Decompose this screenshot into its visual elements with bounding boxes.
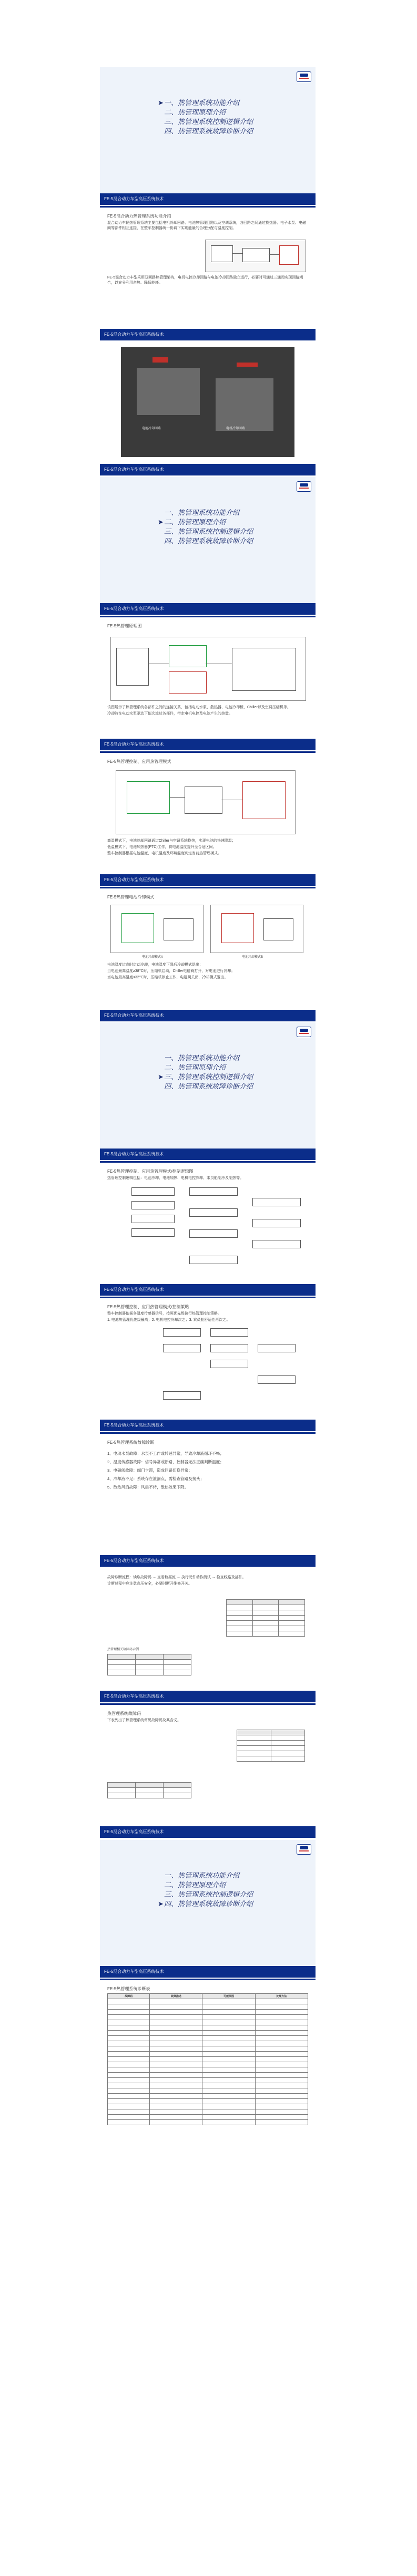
agenda-item-2: 二、热管理原理介绍 [164,109,226,117]
agenda-item-4: 四、热管理系统故障诊断介绍 [164,128,253,136]
arrow-right-icon: ➤ [158,519,164,526]
agenda-item-3: 三、热管理系统控制逻辑介绍 [164,118,253,126]
principle-diagram [110,637,306,701]
slide-function-intro: FE-5混合动力热管理系统功能介绍 混合动力车辆热管理系统主要包括电机冷却回路、电池热管理回路以及空调系统，各回路之间通过换热器、电子水泵、电磁阀等部件相互连接，在整车控制器统一协调下实现能量的合理分配与温度控制。 FE-5混合动力车型采用双回路热管理架构，电机电控冷却回路与电池冷却回路独立运行，必要时可通过三通阀实现回路耦合，以充分利用余热、降低能耗。 FE-5混合动力车型高压系统技术 [100,206,316,340]
photo-caption-left: 电池冷却回路 [142,427,161,430]
agenda-slide-4: 一、热管理系统功能介绍 二、热管理原理介绍 三、热管理系统控制逻辑介绍 ➤四、热管理系统故障诊断介绍 FE-5混合动力车型高压系统技术 [100,1840,316,1978]
slide-control-strategy: FE-5热管理控制、应用热管理模式/控制策略 整车控制器依据各温度传感器信号，按照优先级执行热管理控制策略。 1. 电池热管理优先级最高；2. 电机电控冷却次之；3. 乘员舱舒适性再次之。 FE-5混合动力车型高压系统技术 [100,1297,316,1431]
slide-modes: FE-5热管理控制、应用热管理模式 高温模式下，电池冷却回路通过Chiller与空调系统换热，实现电池的快速降温； 低温模式下，电池加热器(PTC)工作，将电池温度提升至合适区间。 整车控制器根据电池温度、电机温度及环境温度判定当前热管理模式。 FE-5混合动力车型高压系统技术 [100,751,316,886]
intro-paragraph-2: FE-5混合动力车型采用双回路热管理架构，电机电控冷却回路与电池冷却回路独立运行，必要时可通过三通阀实现回路耦合，以充分利用余热、降低能耗。 [107,276,303,285]
slide-title: FE-5混合动力热管理系统功能介绍 [107,214,171,219]
arrow-right-icon: ➤ [158,1073,164,1081]
engine-bay-photo [121,347,294,457]
brand-logo [297,71,311,82]
intro-paragraph: 混合动力车辆热管理系统主要包括电机冷却回路、电池热管理回路以及空调系统，各回路之间通过换热器、电子水泵、电磁阀等部件相互连接，在整车控制器统一协调下实现能量的合理分配与温度控制。 [107,221,306,230]
slide-diagnosis-table: FE-5热管理系统诊断表 故障码 故障描述 可能原因 处理方法 [100,1979,316,2199]
arrow-right-icon: ➤ [158,1900,164,1908]
agenda-slide-2: 一、热管理系统功能介绍 ➤二、热管理原理介绍 三、热管理系统控制逻辑介绍 四、热管理系统故障诊断介绍 FE-5混合动力车型高压系统技术 [100,477,316,615]
slide-dtc: 热管理系统故障码 下表列出了热管理系统常见故障码及其含义。 FE-5混合动力车型高压系统技术 [100,1703,316,1838]
agenda-slide-3: 一、热管理系统功能介绍 二、热管理原理介绍 ➤三、热管理系统控制逻辑介绍 四、热管理系统故障诊断介绍 FE-5混合动力车型高压系统技术 [100,1022,316,1160]
system-diagram [205,240,306,272]
slide-principle: FE-5热管理原理图 该图展示了热管理系统各部件之间的连接关系，包括电动水泵、散热器、电池冷却板、Chiller以及空调压缩机等。 冷却液在电动水泵驱动下依次流过各部件，带走电机电控及电池产生的热量。 FE-5混合动力车型高压系统技术 [100,616,316,750]
slide-battery-cooling: FE-5热管理电池冷却模式 电池冷却模式A 电池冷却模式B 电池温度过高时启动冷却，电池温度下降后冷却模式退出： 当电池最高温度≥38℃时，压缩机启动，Chiller电磁阀打开，对电池进行冷却； 当电池最高温度≤32℃时，压缩机停止工作，电磁阀关闭，冷却模式退出。 FE-5混合动力车型高压系统技术 [100,887,316,1021]
dtc-table [226,1599,305,1637]
slide-diagnosis-flow: 故障诊断流程：读取故障码 → 查看数据流 → 执行元件动作测试 → 检查线路及部件。 诊断过程中应注意高压安全，必要时断开维修开关。 热管理相关故障码示例 FE-5混合动力车型高压系统技术 [100,1568,316,1702]
arrow-right-icon: ➤ [158,99,164,107]
slide-photo: 电池冷却回路 电机冷却回路 FE-5混合动力车型高压系统技术 [100,342,316,475]
photo-caption-right: 电机冷却回路 [226,427,246,430]
diagnosis-table: 故障码 故障描述 可能原因 处理方法 [107,1993,308,2125]
agenda-slide-1 [100,67,316,205]
slide-control-logic: FE-5热管理控制、应用热管理模式/控制逻辑图 热管理控制逻辑包括：电池冷却、电池加热、电机电控冷却、乘员舱制冷及制热等。 FE-5混合动力车型高压系统技术 [100,1161,316,1296]
slide-fault-diagnosis: FE-5热管理系统故障诊断 1、电动水泵故障：水泵不工作或转速异常，导致冷却液循环不畅； 2、温度传感器故障：信号异常或断路，控制器无法正确判断温度； 3、电磁阀故障：阀门卡滞，造成回路切换异常； 4、冷却液不足：系统存在泄漏点，需检查管路及接头； 5、散热风扇故障：风扇不转，散热效果下降。 FE-5混合动力车型高压系统技术 [100,1432,316,1567]
agenda-list [158,99,253,137]
agenda-item-1: ➤一、热管理系统功能介绍 [158,99,240,107]
slide-footer: FE-5混合动力车型高压系统技术 [100,193,316,205]
